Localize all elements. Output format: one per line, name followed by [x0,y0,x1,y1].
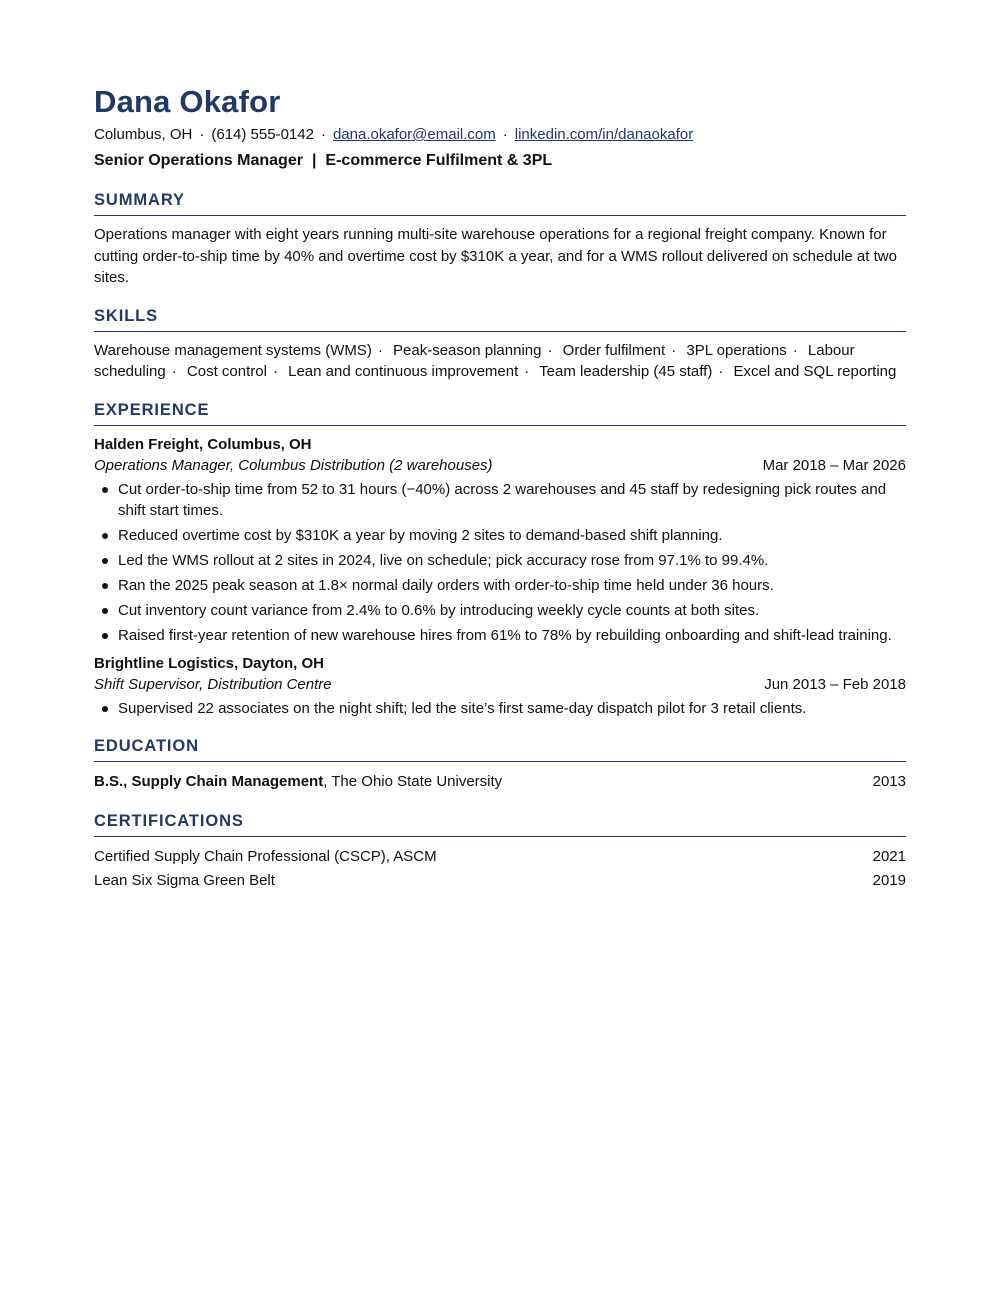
skill-item: Warehouse management systems (WMS) [94,341,372,359]
job-title: Shift Supervisor [94,675,200,693]
skills-section [94,305,906,383]
skill-item: Lean and continuous improvement [288,363,519,380]
summary-section [94,189,906,289]
certifications-section [94,810,906,893]
job-role [94,674,332,695]
section-title-education: EDUCATION [94,735,906,762]
job-company: Brightline Logistics, Dayton, OH [94,654,325,672]
certification-name: Certified Supply Chain Professional (CSCP), ASCM [94,848,437,865]
phone: (614) 555-0142 [211,126,314,143]
list-item: Led the WMS rollout at 2 sites in 2024, live on schedule; pick accuracy rose from 97.1% to 99.4%. [94,550,906,572]
location: Columbus, OH [94,126,193,143]
school: , The Ohio State University [323,773,503,790]
linkedin-link[interactable]: linkedin.com/in/danaokafor [514,126,694,143]
headline-role: Senior Operations Manager [94,152,303,169]
skill-separator: · [547,341,553,359]
job-unit: , Distribution Centre [199,675,332,693]
headline [94,149,906,173]
section-title-experience: EXPERIENCE [94,399,906,426]
skill-separator: · [377,341,383,359]
certification-row [94,845,906,869]
education-row [94,770,906,794]
job-dates: Jun 2013 – Feb 2018 [764,675,906,693]
skill-item: 3PL operations [686,341,787,359]
job-bullets [94,698,906,720]
job-entry [94,434,906,647]
list-item: Ran the 2025 peak season at 1.8× normal daily orders with order-to-ship time held under 36 hours. [94,575,906,597]
list-item: Reduced overtime cost by $310K a year by moving 2 sites to demand-based shift planning. [94,525,906,547]
job-company: Halden Freight, Columbus, OH [94,435,312,453]
job-role-row [94,455,906,476]
contact-line [94,124,906,146]
certification-name: Lean Six Sigma Green Belt [94,872,275,889]
job-bullets [94,479,906,647]
headline-separator: | [311,152,317,169]
job-unit: , Columbus Distribution (2 warehouses) [229,456,493,474]
skill-item: Team leadership (45 staff) [539,363,713,380]
summary-text: Operations manager with eight years running multi-site warehouse operations for a regional freight company. Known for cutting order-to-ship time by 40% and overtime cost by $310K a year, and for a WMS rollout delivered on schedule at two sites. [94,226,897,286]
skills-list [94,340,906,383]
contact-separator: · [199,126,205,143]
certification-row [94,869,906,893]
education-entry [94,770,502,794]
skill-separator: · [718,363,724,380]
skill-item: Excel and SQL reporting [733,363,897,380]
section-title-certifications: CERTIFICATIONS [94,810,906,837]
skill-separator: · [171,363,177,380]
skill-separator: · [671,341,677,359]
skill-item: Labour scheduling [94,341,855,380]
job-dates: Mar 2018 – Mar 2026 [762,456,906,474]
job-entry [94,653,906,720]
job-title: Operations Manager [94,456,230,474]
skill-item: Cost control [186,363,267,380]
experience-section [94,399,906,720]
skill-separator: · [272,363,278,380]
list-item: Supervised 22 associates on the night shift; led the site’s first same-day dispatch pilot for 3 retail clients. [94,698,906,720]
skill-item: Order fulfilment [562,341,666,359]
certification-year: 2021 [872,848,906,865]
list-item: Cut inventory count variance from 2.4% to 0.6% by introducing weekly cycle counts at both sites. [94,600,906,622]
certification-year: 2019 [872,872,906,889]
degree: B.S., Supply Chain Management [94,773,324,790]
contact-separator: · [320,126,326,143]
skill-separator: · [792,341,798,359]
section-title-skills: SKILLS [94,305,906,332]
email-link[interactable]: dana.okafor@email.com [332,126,496,143]
section-title-summary: SUMMARY [94,189,906,216]
job-role-row [94,674,906,695]
candidate-name: Dana Okafor [94,84,281,119]
education-year: 2013 [872,773,906,790]
list-item: Cut order-to-ship time from 52 to 31 hours (−40%) across 2 warehouses and 45 staff by redesigning pick routes and shift start times. [94,479,906,522]
contact-separator: · [502,126,508,143]
skill-separator: · [524,363,530,380]
job-role [94,455,493,476]
education-section [94,735,906,794]
list-item: Raised first-year retention of new warehouse hires from 61% to 78% by rebuilding onboarding and shift-lead training. [94,625,906,647]
headline-focus: E-commerce Fulfilment & 3PL [325,152,553,169]
skill-item: Peak-season planning [393,341,542,359]
